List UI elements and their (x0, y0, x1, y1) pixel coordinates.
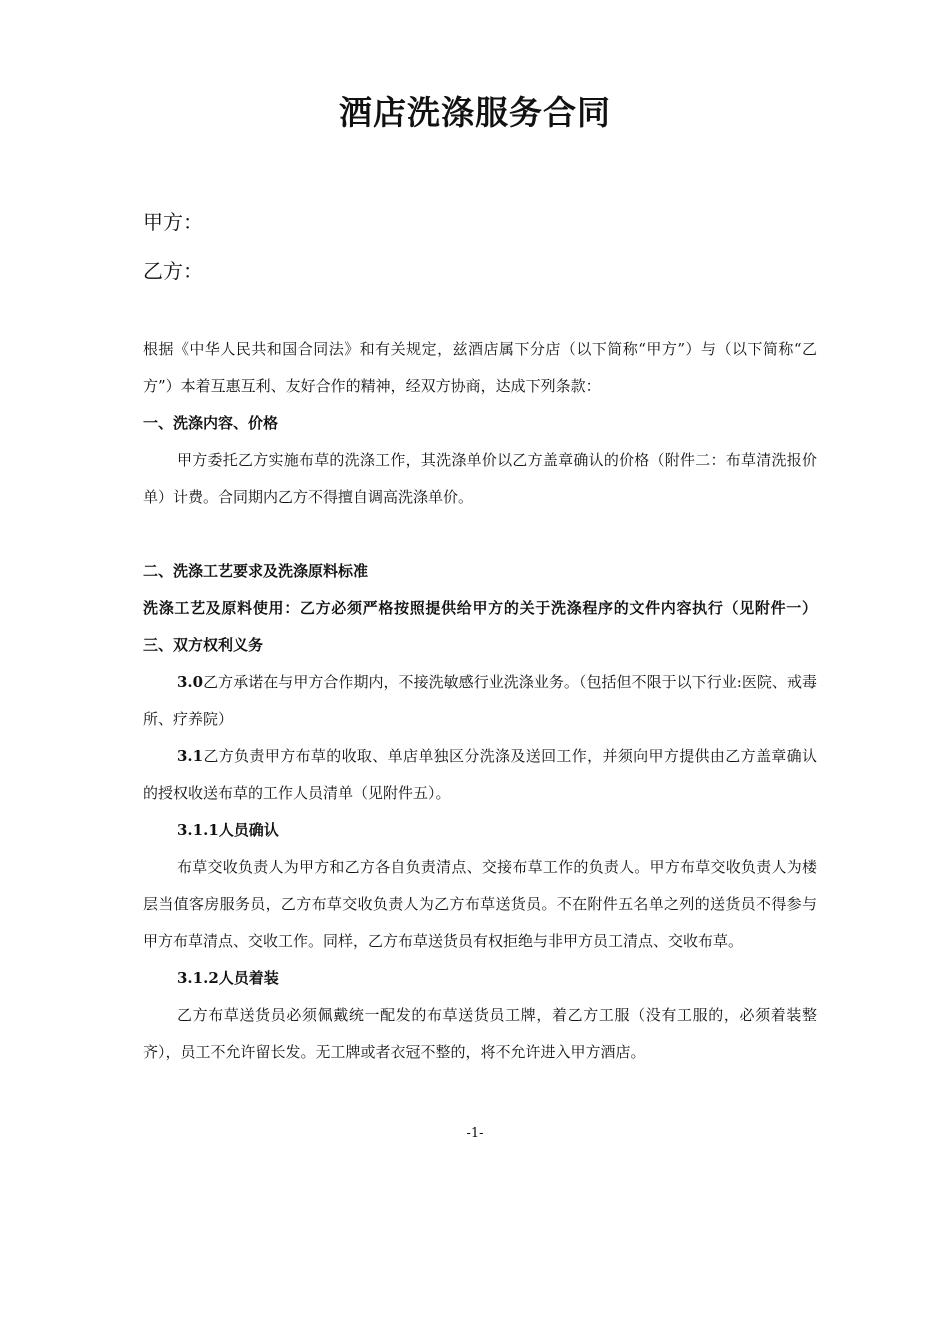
intro-paragraph: 根据《中华人民共和国合同法》和有关规定，兹酒店属下分店（以下简称“甲方”）与（以下简称“乙方”）本着互惠互利、友好合作的精神，经双方协商，达成下列条款： (143, 340, 817, 395)
clause-3-1-1-heading (143, 812, 817, 849)
page-number: -1- (466, 1126, 484, 1141)
party-a-label: 甲方： (143, 210, 203, 234)
clause-3-1-2-title: 人员着装 (218, 969, 279, 987)
clause-3-0-number: 3.0 (177, 673, 204, 691)
clause-3-1-1-title: 人员确认 (218, 821, 279, 839)
clause-3-1-1-number: 3.1.1 (177, 821, 219, 839)
section-2-paragraph: 洗涤工艺及原料使用：乙方必须严格按照提供给甲方的关于洗涤程序的文件内容执行（见附件一）三、双方权利义务 (143, 599, 817, 654)
party-b-label: 乙方： (143, 259, 203, 283)
clause-3-1-text: 乙方负责甲方布草的收取、单店单独区分洗涤及送回工作，并须向甲方提供由乙方盖章确认的授权收送布草的工作人员清单（见附件五）。 (143, 747, 817, 802)
section-1-paragraph: 甲方委托乙方实施布草的洗涤工作，其洗涤单价以乙方盖章确认的价格（附件二：布草清洗报价单）计费。合同期内乙方不得擅自调高洗涤单价。 (143, 451, 817, 506)
clause-3-1-2-heading (143, 960, 817, 997)
contract-body (143, 331, 817, 1071)
section-1-heading: 一、洗涤内容、价格 (143, 414, 279, 432)
section-spacer (143, 516, 817, 553)
document-title: 酒店洗涤服务合同 (339, 93, 611, 132)
clause-3-0 (143, 664, 817, 738)
section-2-heading: 二、洗涤工艺要求及洗涤原料标准 (143, 562, 369, 580)
clause-3-1-1-paragraph: 布草交收负责人为甲方和乙方各自负责清点、交接布草工作的负责人。甲方布草交收负责人为楼层当值客房服务员，乙方布草交收负责人为乙方布草送货员。不在附件五名单之列的送货员不得参与甲方布草清点、交收工作。同样，乙方布草送货员有权拒绝与非甲方员工清点、交收布草。 (143, 858, 817, 950)
clause-3-1-2-number: 3.1.2 (177, 969, 219, 987)
clause-3-1-number: 3.1 (177, 747, 204, 765)
clause-3-1 (143, 738, 817, 812)
clause-3-0-text: 乙方承诺在与甲方合作期内，不接洗敏感行业洗涤业务。（包括但不限于以下行业:医院、戒毒所、疗养院） (143, 673, 817, 728)
clause-3-1-2-paragraph: 乙方布草送货员必须佩戴统一配发的布草送货员工牌，着乙方工服（没有工服的，必须着装整齐），员工不允许留长发。无工牌或者衣冠不整的，将不允许进入甲方酒店。 (143, 1006, 817, 1061)
